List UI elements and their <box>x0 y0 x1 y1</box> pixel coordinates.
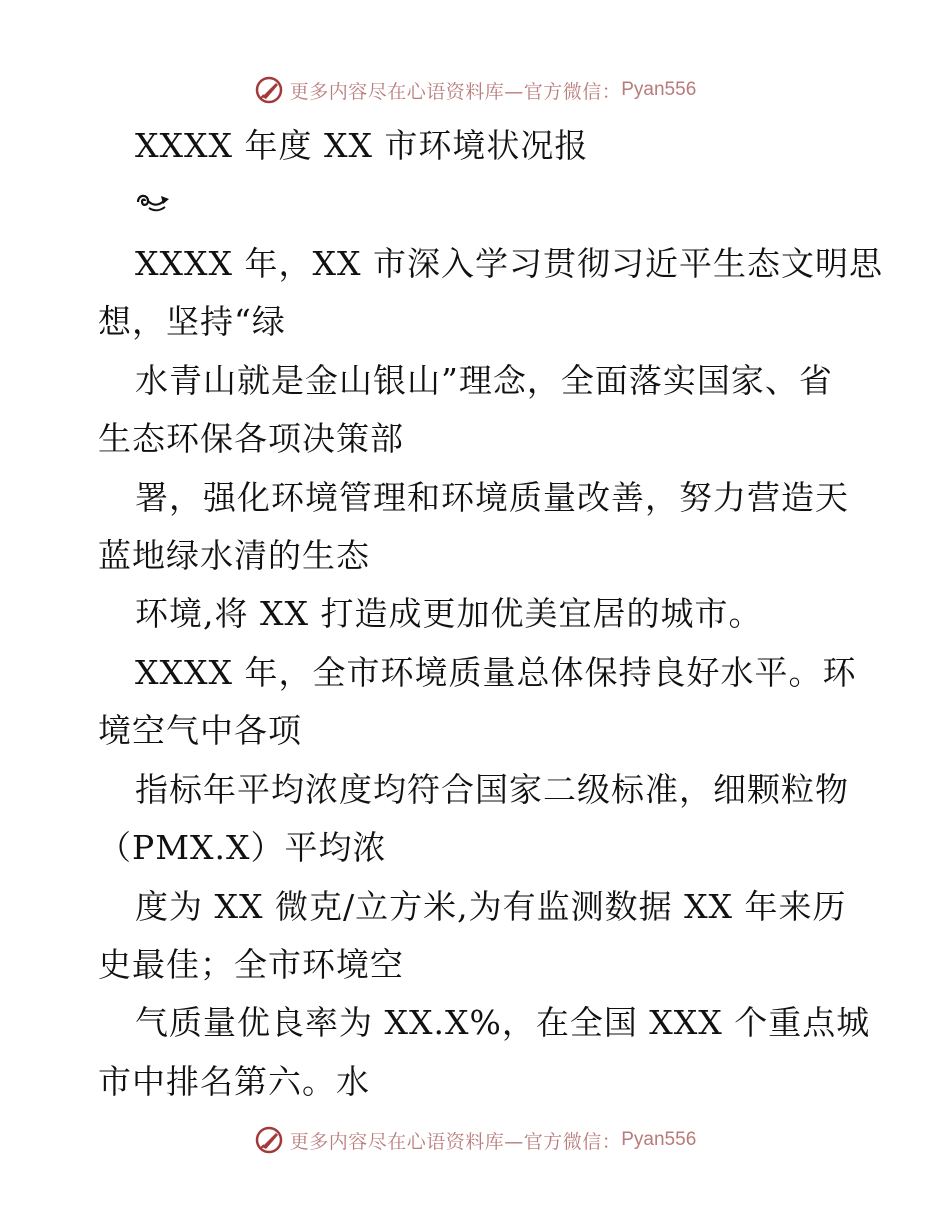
body-line-10: 指标年平均浓度均符合国家二级标准，细颗粒物 <box>135 770 849 809</box>
body-line-12: 度为 XX 微克/立方米,为有监测数据 XX 年来历 <box>135 887 847 926</box>
body-line-13: 史最佳；全市环境空 <box>98 945 404 984</box>
header-watermark <box>0 70 950 110</box>
body-line-15: 市中排名第六。水 <box>98 1062 370 1101</box>
watermark-handle: Pyan556 <box>621 1129 697 1150</box>
body-line-5: 署，强化环境管理和环境质量改善，努力营造天 <box>135 478 849 517</box>
ornament-icon <box>135 190 173 214</box>
body-line-9: 境空气中各项 <box>98 711 302 750</box>
watermark-handle: Pyan556 <box>621 79 697 100</box>
quill-logo-icon <box>254 1125 284 1155</box>
footer-watermark <box>0 1120 950 1160</box>
body-line-6: 蓝地绿水清的生态 <box>98 536 370 575</box>
body-line-14: 气质量优良率为 XX.X%，在全国 XXX 个重点城 <box>135 1003 871 1042</box>
watermark-text: 更多内容尽在心语资料库—官方微信： <box>289 80 622 103</box>
quill-logo-icon <box>254 75 284 105</box>
body-line-1: XXXX 年，XX 市深入学习贯彻习近平生态文明思 <box>135 244 883 283</box>
body-line-7: 环境,将 XX 打造成更加优美宜居的城市。 <box>135 594 763 633</box>
body-line-11: （PMX.X）平均浓 <box>98 828 387 867</box>
watermark-text: 更多内容尽在心语资料库—官方微信： <box>289 1130 622 1153</box>
body-line-2: 想，坚持“绿 <box>98 302 286 341</box>
body-line-4: 生态环保各项决策部 <box>98 419 404 458</box>
document-title: XXXX 年度 XX 市环境状况报 <box>135 126 589 165</box>
body-line-8: XXXX 年，全市环境质量总体保持良好水平。环 <box>135 653 857 692</box>
body-line-3: 水青山就是金山银山”理念，全面落实国家、省 <box>135 361 833 400</box>
